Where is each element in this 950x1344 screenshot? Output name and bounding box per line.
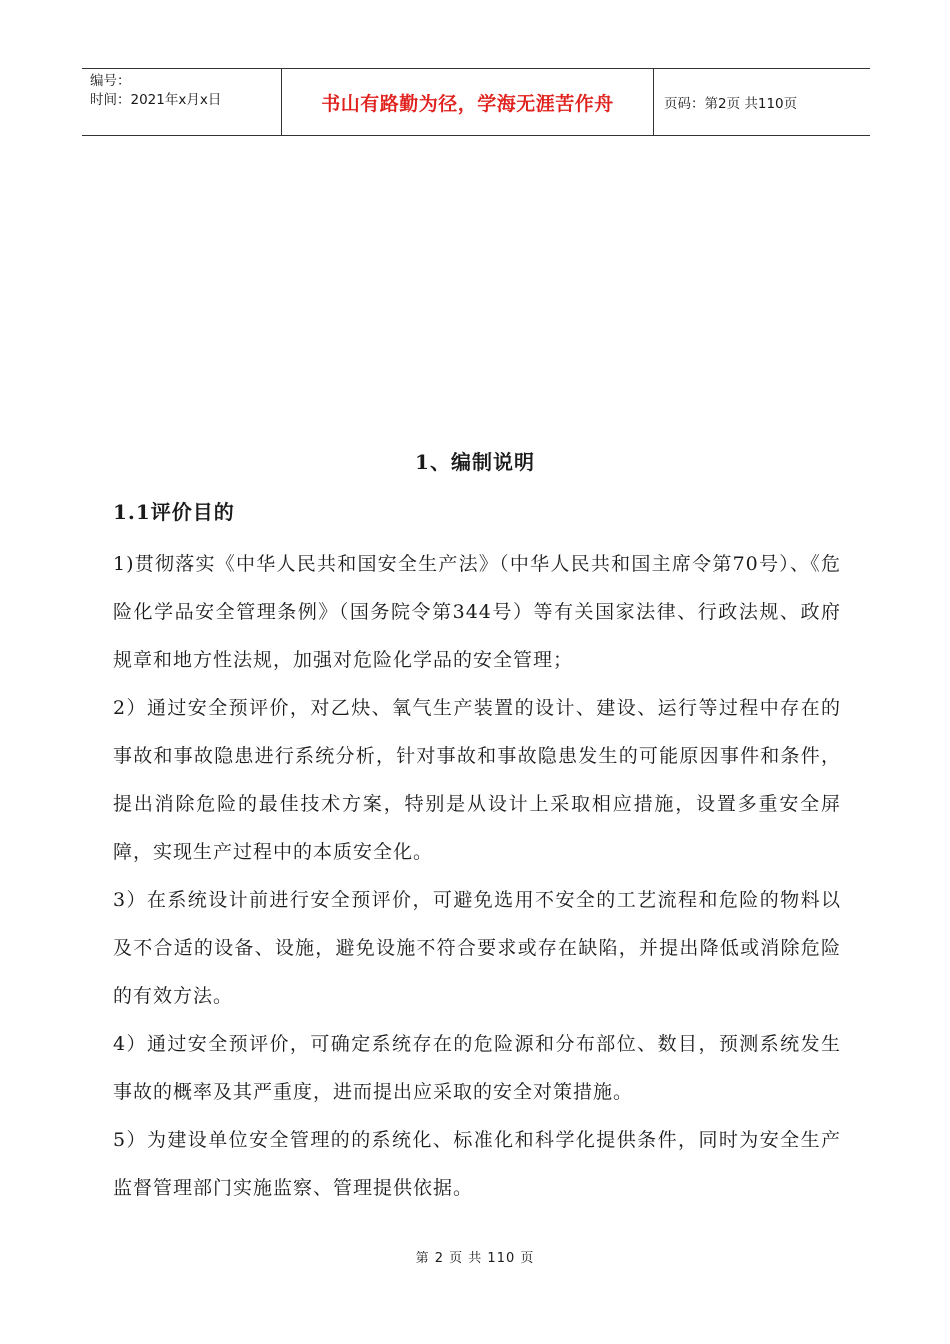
footer-page-number: 第 2 页 共 110 页 [415,1251,535,1266]
document-date: 时间：2021年x月x日 [90,92,222,108]
paragraph: 2）通过安全预评价，对乙炔、氧气生产装置的设计、建设、运行等过程中存在的事故和事故隐患进行系统分析，针对事故和事故隐患发生的可能原因事件和条件，提出消除危险的最佳技术方案，特别是从设计上采取相应措施，设置多重安全屏障，实现生产过程中的本质安全化。 [113,697,841,863]
paragraph: 5）为建设单位安全管理的的系统化、标准化和科学化提供条件，同时为安全生产监督管理部门实施监察、管理提供依据。 [113,1129,841,1199]
header-motto: 书山有路勤为径，学海无涯苦作舟 [282,69,654,135]
subsection-title: 1.1评价目的 [113,500,235,524]
section-title: 1、编制说明 [415,450,535,474]
paragraph: 4）通过安全预评价，可确定系统存在的危险源和分布部位、数目，预测系统发生事故的概率及其严重度，进而提出应采取的安全对策措施。 [113,1033,841,1103]
header-page-info: 页码：第2页 共110页 [664,96,798,112]
page-header [82,68,870,136]
paragraph: 3）在系统设计前进行安全预评价，可避免选用不安全的工艺流程和危险的物料以及不合适的设备、设施，避免设施不符合要求或存在缺陷，并提出降低或消除危险的有效方法。 [113,889,841,1007]
header-meta [82,69,282,135]
document-number-label: 编号： [90,73,131,89]
paragraph: 1)贯彻落实《中华人民共和国安全生产法》（中华人民共和国主席令第70号）、《危险化学品安全管理条例》（国务院令第344号）等有关国家法律、行政法规、政府规章和地方性法规，加强对危险化学品的安全管理； [113,553,841,671]
body-text [113,540,841,1212]
